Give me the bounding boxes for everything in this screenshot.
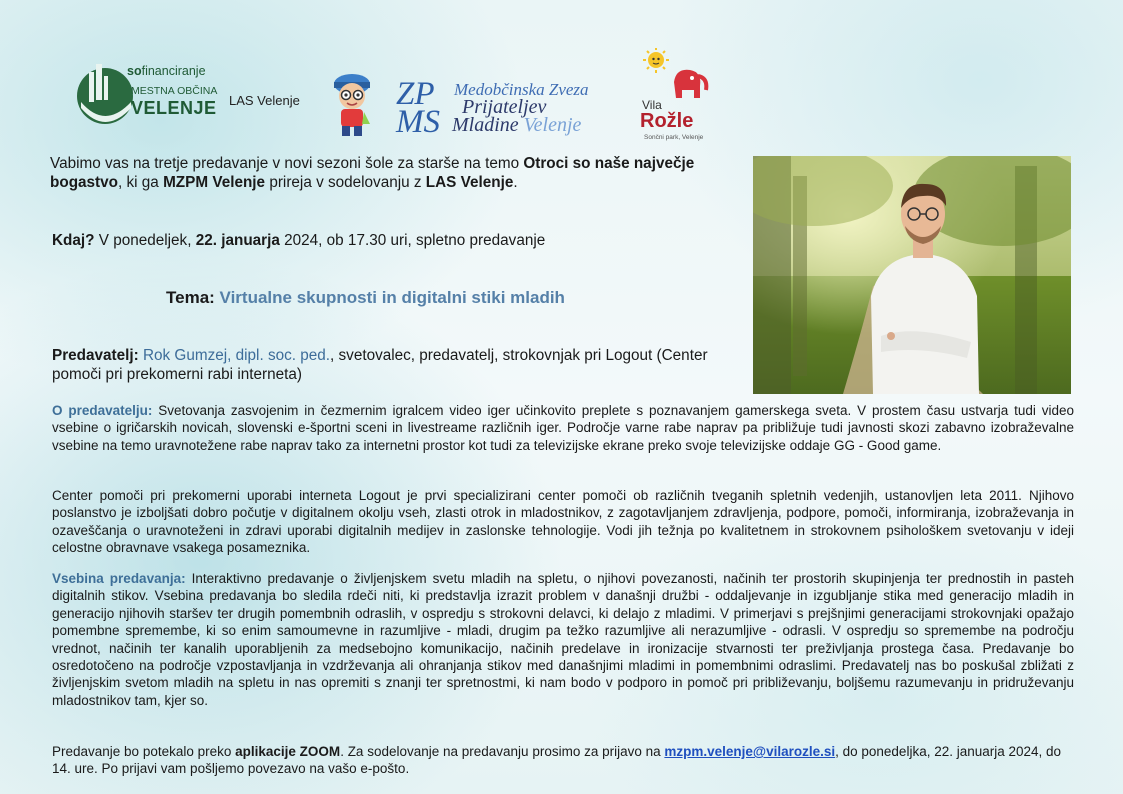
event-topic: Tema: Virtualne skupnosti in digitalni stiki mladih <box>166 288 565 307</box>
vila-line1: Vila <box>642 98 662 112</box>
zpms-zp: ZP <box>396 76 435 112</box>
logout-paragraph: Center pomoči pri prekomerni uporabi interneta Logout je prvi specializirani center pomoči ob različnih tveganih spletnih vedenjih, ustanovljen leta 2011. Njihovo poslanstvo je izboljšati dobro počutje v digitalnem okolju vseh, zlasti otrok in mladostnikov, z zagotavljanjem zdravljenja, podpore, pomoči, informiranja, izobraževanja in ozaveščanja o uravnoteženi in zdravi uporabi digitalnih medijev in zaslonske tehnologije. Vodi jih težnja po kvalitetnem in strokovnem psihološkem svetovanju v ideji celostne obravnave vsakega posameznika. <box>52 488 1074 556</box>
las-velenje-logo: LAS Velenje <box>229 93 300 108</box>
lecture-content-paragraph: Vsebina predavanja: Interaktivno predavanje o življenjskem svetu mladih na spletu, o njihovi povezanosti, načinih ter prostorih skupinjenja ter prednostih in pasteh digitalnih stikov. Vsebina predavanja bo sledila rdeči niti, ki predstavlja izrazit problem v današnji družbi - oddaljevanje in izgubljanje stika med generacijo mladih in generacijo njihovih staršev ter drugih pomembnih odraslih, v ospredju s strokovni delavci, ki delajo z mladimi. V primerjavi s prejšnjimi generacijami strokovnjaki opažajo pomembne spremembe, ki so enim samoumevne in razumljive - mladi, drugim pa težko razumljive ali nerazumljive - odrasli. V ospredju so spremembe na področju vrednot, načinih ter kanalih uporabljenih za medsebojno komunikacijo, načinih predelave in ironizacije stvarnosti ter preživljanja prostega časa. Predavanje bo osredotočeno na področje vzpostavljanja in vzdrževanja ali ohranjanja stikov med današnjimi mladimi in pomembnimi odraslimi. Predavatelj nas bo poskušal zbližati z življenjskim svetom mladih na spletu in nas opremiti s znanji ter spretnostmi, ki nam bodo v podporo in pomoč pri približevanju, boljšemu razumevanju in pridruževanju mladostnikov tam, kjer so. <box>52 571 1074 708</box>
logo-vila-rozle <box>640 48 710 144</box>
mov-line2: MESTNA OBČINA <box>131 85 218 97</box>
mov-emblem-icon <box>75 58 135 138</box>
mov-line3: VELENJE <box>131 98 217 118</box>
about-lecturer-paragraph: O predavatelju: Svetovanja zasvojenim in čezmernim igralcem video iger učinkovito preplete s poznavanjem gamerskega sveta. V prostem času ustvarja tudi video vsebine o igričarskih novicah, slovenski e-športni sceni in livestreame različnih iger. Področje varne rabe naprav pa približuje tudi javnosti skozi zabavno izobraževalne vsebine na temo uravnotežene rabe naprav tako za internetni prostor kot tudi za televizijske ekrane preko svoje televizijske oddaje GG - Good game. <box>52 403 1074 453</box>
email-link[interactable]: mzpm.velenje@vilarozle.si <box>664 744 836 759</box>
logo-mestna-obcina-velenje <box>75 58 223 138</box>
logo-zpms <box>394 78 626 140</box>
vila-line3: Sončni park, Velenje <box>644 134 704 141</box>
registration-paragraph: Predavanje bo potekalo preko aplikacije ZOOM. Za sodelovanje na predavanju prosimo za prijavo na mzpm.velenje@vilarozle.si, do ponedeljka, 22. januarja 2024, do 14. ure. Po prijavi vam pošljemo povezavo na vašo e-pošto. <box>52 744 1062 777</box>
mascot-boy-icon <box>328 68 376 138</box>
vila-line2: Rožle <box>640 110 694 132</box>
zpms-line2: Prijateljev <box>462 96 547 118</box>
lecturer-photo <box>753 156 1071 394</box>
zpms-line3: Mladine Velenje <box>452 114 582 136</box>
event-when: Kdaj? V ponedeljek, 22. januarja 2024, ob 17.30 uri, spletno predavanje <box>52 232 546 249</box>
zpms-ms: MS <box>396 104 440 140</box>
intro-paragraph: Vabimo vas na tretje predavanje v novi sezoni šole za starše na temo Otroci so naše največje bogastvo, ki ga MZPM Velenje prireja v sodelovanju z LAS Velenje. <box>50 155 695 191</box>
zpms-line1: Medobčinska Zveza <box>454 80 589 99</box>
mov-line1: sofinanciranje <box>127 64 206 78</box>
lecturer-info: Predavatelj: Rok Gumzej, dipl. soc. ped., svetovalec, predavatelj, strokovnjak pri Logout (Center pomoči pri prekomerni rabi interneta) <box>52 347 708 383</box>
